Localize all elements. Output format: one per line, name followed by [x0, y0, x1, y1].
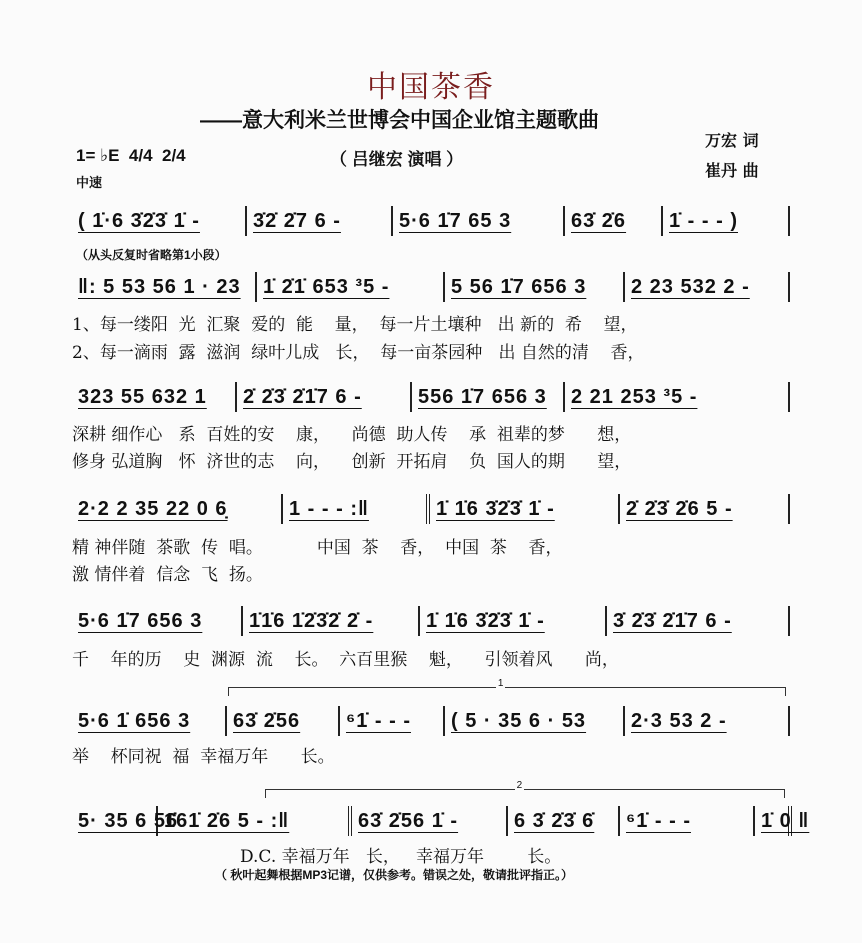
- measure: 2·2 2 35 22 0 6̣: [72, 494, 283, 524]
- song-title: 中国茶香: [367, 71, 495, 104]
- lyricist: 万宏 词: [705, 131, 759, 150]
- lyrics-line: 深耕 细作心 系 百姓的安 康， 尚德 助人传 承 祖辈的梦 想，: [72, 425, 632, 445]
- measure: 1̇1̇6 1̇2̇3̇2̇ 2̇ -: [243, 606, 420, 636]
- lyrics-line: 修身 弘道胸 怀 济世的志 向， 创新 开拓肩 负 国人的期 望，: [72, 452, 632, 472]
- lyrics-line: D.C. 幸福万年 长， 幸福万年 长。: [240, 847, 562, 867]
- lyrics-line: 精 神伴随 茶歌 传 唱。 中国 茶 香， 中国 茶 香，: [72, 538, 563, 558]
- measure: 3̇ 2̇3̇ 2̇1̇7 6 -: [607, 606, 790, 636]
- measure: 63̇ 2̇6: [565, 206, 663, 236]
- lyrics-line: 激 情伴着 信念 飞 扬。: [72, 565, 263, 585]
- footer-note: （ 秋叶起舞根据MP3记谱，仅供参考。错误之处，敬请批评指正。）: [215, 868, 574, 882]
- system-5: [72, 706, 792, 736]
- lyrics-line: 1、每一缕阳 光 汇聚 爱的 能 量， 每一片土壤种 出 新的 希 望，: [72, 315, 638, 335]
- measure: 6 3̇ 2̇3̇ 6̇: [508, 806, 620, 836]
- measure: ‖: 5 53 56 1 · 23: [72, 272, 257, 302]
- measure: ( 1̇·6 3̇2̇3̇ 1̇ -: [72, 206, 247, 236]
- measure: 1̇ 2̇1̇ 653 ³5 -: [257, 272, 445, 302]
- measure: 1̇ 1̇6 3̇2̇3̇ 1̇ -: [420, 606, 607, 636]
- volta-label: 2: [516, 780, 523, 791]
- measure: 323 55 632 1: [72, 382, 237, 412]
- key-signature: 1= ♭E 4/4 2/4: [76, 146, 186, 165]
- measure: ( 5 · 35 6 · 53: [445, 706, 625, 736]
- measure: 63̇ 2̇56: [227, 706, 340, 736]
- measure: 5· 35 6 56: [72, 806, 158, 836]
- measure: 1 - - - :‖: [283, 494, 430, 524]
- measure: 1̇ 1̇6 3̇2̇3̇ 1̇ -: [430, 494, 620, 524]
- measure: 1̇ - - - ): [663, 206, 790, 236]
- measure: 2̇ 2̇3̇ 2̇6 5 -: [620, 494, 790, 524]
- measure: 5·6 1̇7 65 3: [393, 206, 565, 236]
- intro-system: [72, 206, 792, 236]
- lyrics-line: 千 年的历 史 渊源 流 长。 六百里猴 魁， 引领着风 尚，: [72, 650, 619, 670]
- volta-bracket-2: [265, 780, 785, 798]
- measure: 5·6 1̇ 656 3: [72, 706, 227, 736]
- measure: 2 21 253 ³5 -: [565, 382, 790, 412]
- measure: 5·6 1̇7 656 3: [72, 606, 243, 636]
- lyrics-line: 举 杯同祝 福 幸福万年 长。: [72, 747, 335, 767]
- system-6: [72, 806, 810, 836]
- measure: 3̇2̇ 2̇7 6 -: [247, 206, 393, 236]
- repeat-note: （从头反复时省略第1小段）: [76, 248, 227, 262]
- system-4: [72, 606, 792, 636]
- system-1: [72, 272, 792, 302]
- singer: （ 吕继宏 演唱 ）: [330, 150, 464, 169]
- system-3: [72, 494, 792, 524]
- volta-bracket-1: [228, 678, 786, 696]
- measure: 2̇ 2̇3̇ 2̇1̇7 6 -: [237, 382, 412, 412]
- measure: 2 23 532 2 -: [625, 272, 790, 302]
- tempo-marking: 中速: [76, 175, 103, 190]
- measure: 556 1̇7 656 3: [412, 382, 565, 412]
- composer: 崔丹 曲: [705, 161, 759, 180]
- system-2: [72, 382, 792, 412]
- lyrics-line: 2、每一滴雨 露 滋润 绿叶儿成 长， 每一亩茶园种 出 自然的清 香，: [72, 343, 645, 363]
- measure: ⁶1̇ - - -: [340, 706, 445, 736]
- measure: 1̇61̇ 2̇6 5 - :‖: [158, 806, 352, 836]
- volta-label: 1: [497, 678, 504, 689]
- subtitle: ——意大利米兰世博会中国企业馆主题歌曲: [200, 109, 599, 132]
- measure: 63̇ 2̇56 1̇ -: [352, 806, 508, 836]
- measure: 2·3 53 2 -: [625, 706, 790, 736]
- measure: 1̇ 0 ‖: [755, 806, 792, 836]
- measure: 5 56 1̇7 656 3: [445, 272, 625, 302]
- measure: ⁶1̇ - - -: [620, 806, 755, 836]
